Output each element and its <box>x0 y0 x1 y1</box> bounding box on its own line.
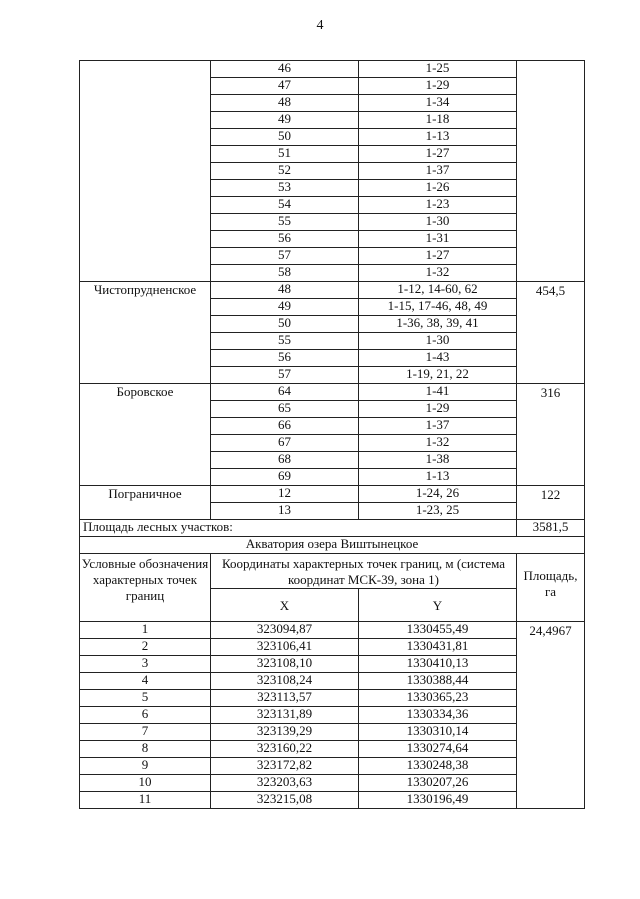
allotment-numbers: 1-29 <box>359 78 517 95</box>
allotment-numbers: 1-41 <box>359 384 517 401</box>
allotment-numbers: 1-32 <box>359 435 517 452</box>
header-row <box>80 554 585 589</box>
coordinate-y: 1330207,26 <box>359 775 517 792</box>
quarter-number: 46 <box>211 61 359 78</box>
coordinate-x: 323108,10 <box>211 656 359 673</box>
quarter-number: 50 <box>211 316 359 333</box>
allotment-numbers: 1-13 <box>359 469 517 486</box>
point-number: 5 <box>80 690 211 707</box>
allotment-numbers: 1-43 <box>359 350 517 367</box>
coordinate-y: 1330365,23 <box>359 690 517 707</box>
total-row <box>80 520 585 537</box>
allotment-numbers: 1-25 <box>359 61 517 78</box>
allotment-numbers: 1-13 <box>359 129 517 146</box>
table-row <box>80 758 585 775</box>
table-row <box>80 741 585 758</box>
section-title: Акватория озера Виштынецкое <box>80 537 585 554</box>
table-row <box>80 707 585 724</box>
table-row <box>80 724 585 741</box>
table-row <box>80 622 585 639</box>
table-row <box>80 282 585 299</box>
header-y: Y <box>359 589 517 622</box>
quarter-number: 48 <box>211 95 359 112</box>
point-number: 7 <box>80 724 211 741</box>
coordinate-y: 1330431,81 <box>359 639 517 656</box>
coordinate-x: 323215,08 <box>211 792 359 809</box>
coordinate-x: 323160,22 <box>211 741 359 758</box>
allotment-numbers: 1-30 <box>359 333 517 350</box>
quarter-number: 64 <box>211 384 359 401</box>
coordinate-y: 1330455,49 <box>359 622 517 639</box>
quarter-number: 56 <box>211 231 359 248</box>
point-number: 1 <box>80 622 211 639</box>
quarter-number: 50 <box>211 129 359 146</box>
quarter-number: 12 <box>211 486 359 503</box>
table-body <box>80 61 585 809</box>
table-row <box>80 656 585 673</box>
forestry-name: Боровское <box>80 384 211 486</box>
quarter-number: 68 <box>211 452 359 469</box>
coordinate-x: 323094,87 <box>211 622 359 639</box>
coordinate-x: 323106,41 <box>211 639 359 656</box>
allotment-numbers: 1-27 <box>359 248 517 265</box>
allotment-numbers: 1-27 <box>359 146 517 163</box>
table-row <box>80 673 585 690</box>
point-number: 3 <box>80 656 211 673</box>
point-number: 6 <box>80 707 211 724</box>
coordinate-x: 323131,89 <box>211 707 359 724</box>
quarter-number: 47 <box>211 78 359 95</box>
allotment-numbers: 1-24, 26 <box>359 486 517 503</box>
quarter-number: 49 <box>211 299 359 316</box>
allotment-numbers: 1-19, 21, 22 <box>359 367 517 384</box>
quarter-number: 54 <box>211 197 359 214</box>
coordinate-y: 1330388,44 <box>359 673 517 690</box>
coordinate-x: 323108,24 <box>211 673 359 690</box>
allotment-numbers: 1-30 <box>359 214 517 231</box>
quarter-number: 67 <box>211 435 359 452</box>
point-number: 2 <box>80 639 211 656</box>
forest-area-table <box>79 60 585 809</box>
header-points: Условные обозначения характерных точек границ <box>80 554 211 622</box>
quarter-number: 51 <box>211 146 359 163</box>
quarter-number: 66 <box>211 418 359 435</box>
allotment-numbers: 1-38 <box>359 452 517 469</box>
coordinate-x: 323139,29 <box>211 724 359 741</box>
table-row <box>80 792 585 809</box>
quarter-number: 53 <box>211 180 359 197</box>
area-cell <box>517 61 585 282</box>
quarter-number: 56 <box>211 350 359 367</box>
area-value: 316 <box>517 384 585 486</box>
allotment-numbers: 1-12, 14-60, 62 <box>359 282 517 299</box>
point-number: 8 <box>80 741 211 758</box>
table-row <box>80 486 585 503</box>
coordinate-y: 1330274,64 <box>359 741 517 758</box>
coordinate-y: 1330196,49 <box>359 792 517 809</box>
lake-area-value: 24,4967 <box>517 622 585 809</box>
point-number: 4 <box>80 673 211 690</box>
table-row <box>80 775 585 792</box>
point-number: 11 <box>80 792 211 809</box>
table-row <box>80 690 585 707</box>
forestry-name-cell <box>80 61 211 282</box>
allotment-numbers: 1-32 <box>359 265 517 282</box>
coordinate-y: 1330310,14 <box>359 724 517 741</box>
page-number: 4 <box>316 18 324 33</box>
table-row <box>80 384 585 401</box>
forestry-name: Чистопрудненское <box>80 282 211 384</box>
coordinate-x: 323113,57 <box>211 690 359 707</box>
section-title-row <box>80 537 585 554</box>
allotment-numbers: 1-31 <box>359 231 517 248</box>
coordinate-y: 1330248,38 <box>359 758 517 775</box>
total-label: Площадь лесных участков: <box>80 520 517 537</box>
allotment-numbers: 1-37 <box>359 163 517 180</box>
allotment-numbers: 1-34 <box>359 95 517 112</box>
allotment-numbers: 1-36, 38, 39, 41 <box>359 316 517 333</box>
allotment-numbers: 1-26 <box>359 180 517 197</box>
table-row <box>80 61 585 78</box>
table-row <box>80 639 585 656</box>
quarter-number: 57 <box>211 367 359 384</box>
quarter-number: 69 <box>211 469 359 486</box>
allotment-numbers: 1-15, 17-46, 48, 49 <box>359 299 517 316</box>
quarter-number: 48 <box>211 282 359 299</box>
allotment-numbers: 1-18 <box>359 112 517 129</box>
header-coordinates: Координаты характерных точек границ, м (система координат МСК-39, зона 1) <box>211 554 517 589</box>
quarter-number: 55 <box>211 333 359 350</box>
allotment-numbers: 1-29 <box>359 401 517 418</box>
quarter-number: 52 <box>211 163 359 180</box>
total-value: 3581,5 <box>517 520 585 537</box>
coordinate-y: 1330334,36 <box>359 707 517 724</box>
area-value: 454,5 <box>517 282 585 384</box>
quarter-number: 13 <box>211 503 359 520</box>
header-x: X <box>211 589 359 622</box>
allotment-numbers: 1-37 <box>359 418 517 435</box>
point-number: 10 <box>80 775 211 792</box>
area-value: 122 <box>517 486 585 520</box>
coordinate-x: 323203,63 <box>211 775 359 792</box>
point-number: 9 <box>80 758 211 775</box>
quarter-number: 57 <box>211 248 359 265</box>
coordinate-x: 323172,82 <box>211 758 359 775</box>
quarter-number: 65 <box>211 401 359 418</box>
allotment-numbers: 1-23, 25 <box>359 503 517 520</box>
quarter-number: 49 <box>211 112 359 129</box>
forestry-name: Пограничное <box>80 486 211 520</box>
allotment-numbers: 1-23 <box>359 197 517 214</box>
header-area: Площадь, га <box>517 554 585 622</box>
quarter-number: 55 <box>211 214 359 231</box>
coordinate-y: 1330410,13 <box>359 656 517 673</box>
quarter-number: 58 <box>211 265 359 282</box>
